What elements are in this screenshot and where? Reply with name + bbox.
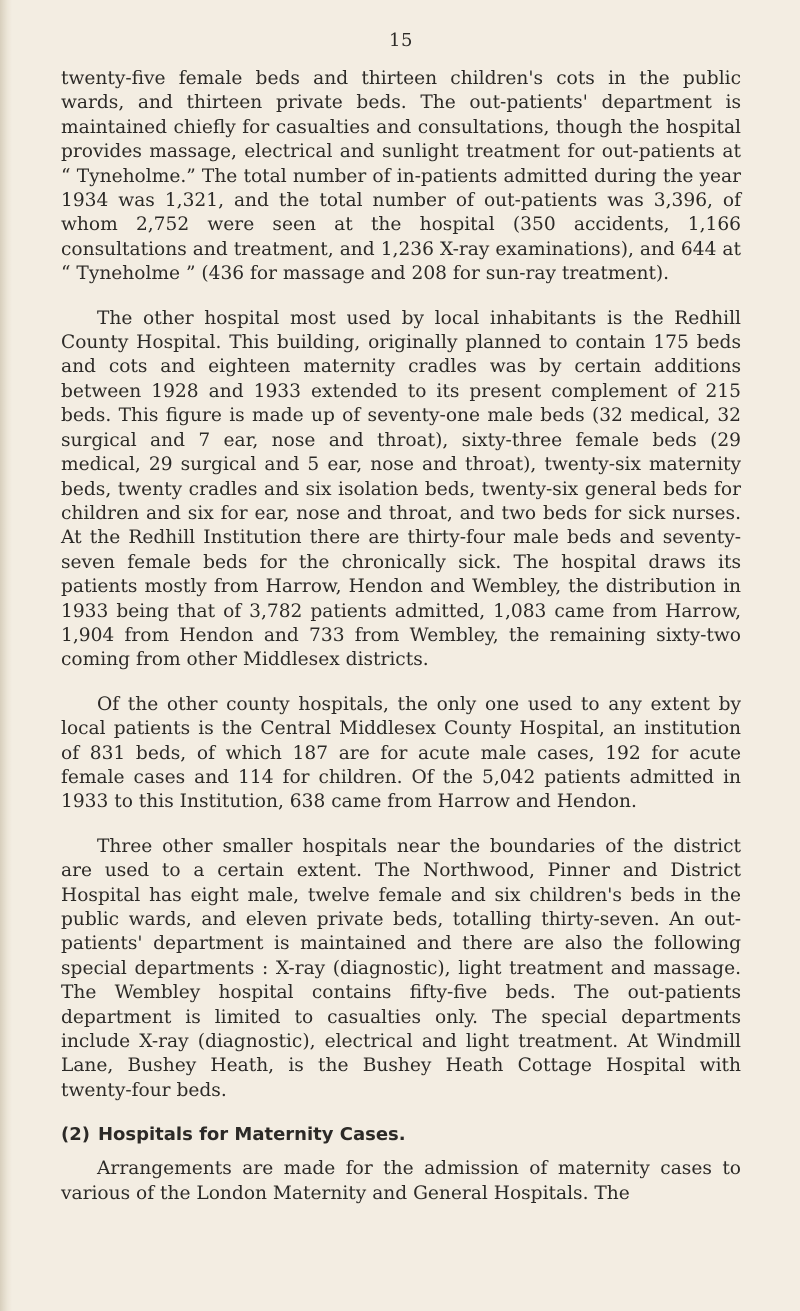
paragraph-central-middlesex: Of the other county hospitals, the only one used to any extent by local patients is the Central Middlesex County Hospital, an institution of 831 beds, of which 187 are for acute male cases, 192 for acute female cases and 114 for children. Of the 5,042 patients admitted in 1933 to this Institution, 638 came from Harrow and Hendon.	[61, 693, 741, 813]
paragraph-smaller-hospitals: Three other smaller hospitals near the boundaries of the district are used to a certain extent. The Northwood, Pinner and District Hospital has eight male, twelve female and six children's beds in the public wards, and eleven private beds, totalling thirty-seven. An out-patients' department is maintained and there are also the following special departments : X-ray (diagnostic), light treatment and massage. The Wembley hospital contains fifty-five beds. The out-patients department is limited to casualties only. The special departments include X-ray (diagnostic), electrical and light treatment. At Windmill Lane, Bushey Heath, is the Bushey Heath Cottage Hospital with twenty-four beds.	[61, 835, 741, 1101]
page-number: 15	[389, 30, 413, 51]
section-title: Hospitals for Maternity Cases.	[97, 1124, 406, 1146]
document-page	[61, 30, 741, 1206]
section-heading	[61, 1123, 741, 1147]
page-edge-shadow	[0, 0, 12, 1311]
paragraph-redhill: The other hospital most used by local inhabitants is the Redhill County Hospital. This building, originally planned to contain 175 beds and cots and eighteen maternity cradles was by certain additions between 1928 and 1933 extended to its present complement of 215 beds. This figure is made up of seventy-one male beds (32 medical, 32 surgical and 7 ear, nose and throat), sixty-three female beds (29 medical, 29 surgical and 5 ear, nose and throat), twenty-six maternity beds, twenty cradles and six isolation beds, twenty-six general beds for children and six for ear, nose and throat, and two beds for sick nurses. At the Redhill Institution there are thirty-four male beds and seventy-seven female beds for the chronically sick. The hospital draws its patients mostly from Harrow, Hendon and Wembley, the distribution in 1933 being that of 3,782 patients admitted, 1,083 came from Harrow, 1,904 from Hendon and 733 from Wembley, the remaining sixty-two coming from other Middlesex districts.	[61, 307, 741, 671]
paragraph-maternity: Arrangements are made for the admission of maternity cases to various of the London Maternity and General Hospitals. The	[61, 1158, 741, 1204]
paragraph-continuation: twenty-five female beds and thirteen children's cots in the public wards, and thirteen private beds. The out-patients' department is maintained chiefly for casualties and consultations, though the hospital provides massage, electrical and sunlight treatment for out-patients at “ Tyneholme.” The total number of in-patients admitted during the year 1934 was 1,321, and the total number of out-patients was 3,396, of whom 2,752 were seen at the hospital (350 accidents, 1,166 consultations and treatment, and 1,236 X-ray examinations), and 644 at “ Tyneholme ” (436 for massage and 208 for sun-ray treatment).	[61, 68, 741, 285]
section-number: (2)	[61, 1124, 90, 1146]
